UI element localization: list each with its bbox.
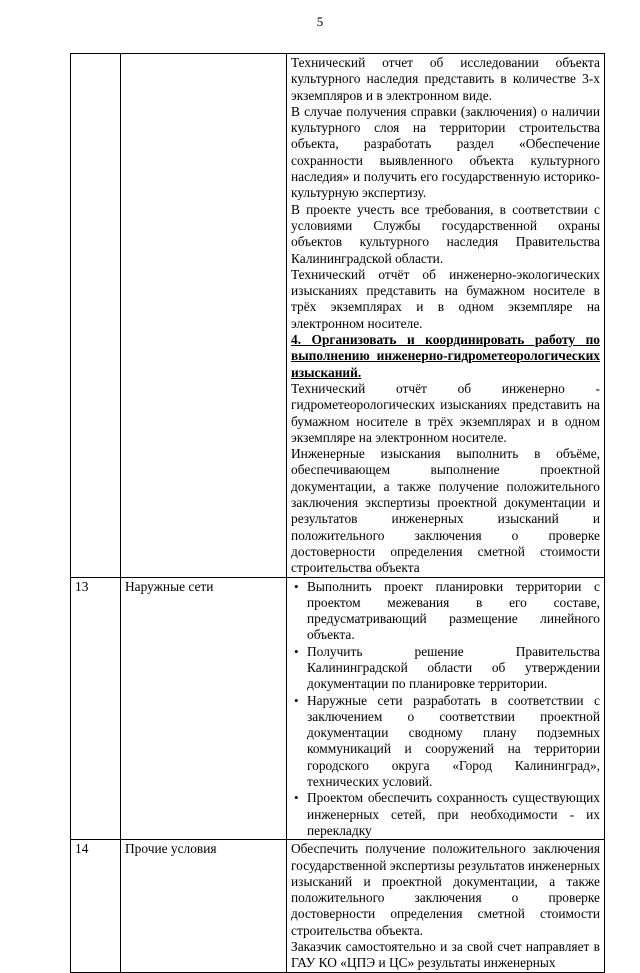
list-item bbox=[294, 643, 600, 693]
paragraph: В проекте учесть все требования, в соответствии с условиями Службы государственной охраны объектов культурного наследия Правительства Калининградской области. bbox=[291, 201, 600, 266]
table-row bbox=[71, 577, 605, 840]
row-content bbox=[287, 840, 605, 972]
bullet-icon: • bbox=[294, 643, 299, 659]
bullet-list bbox=[291, 579, 600, 840]
paragraph: Инженерные изыскания выполнить в объёме, обеспечивающем выполнение проектной документации, а также получение положительного заключения экспертизы проектной документации и результатов инженерных изысканий и положительного заключения о проверке достоверности определения сметной стоимости строительства объекта bbox=[291, 446, 600, 576]
paragraph: Заказчик самостоятельно и за свой счет направляет в ГАУ КО «ЦПЭ и ЦС» результаты инженерных bbox=[291, 939, 600, 971]
table-row bbox=[71, 840, 605, 972]
row-content bbox=[287, 54, 605, 578]
bullet-icon: • bbox=[294, 578, 299, 594]
list-item-text: Получить решение Правительства Калининградской области об утверждении документации по планировке территории. bbox=[307, 643, 600, 692]
row-title: Прочие условия bbox=[121, 840, 287, 972]
paragraph: Технический отчет об исследовании объекта культурного наследия представить в количестве 3-х экземпляров и в электронном виде. bbox=[291, 55, 600, 103]
table-row bbox=[71, 54, 605, 578]
row-number bbox=[71, 54, 121, 578]
requirements-table bbox=[70, 53, 605, 973]
row-number: 14 bbox=[71, 840, 121, 972]
list-item bbox=[294, 692, 600, 791]
paragraph: В случае получения справки (заключения) о наличии культурного слоя на территории строительства объекта, разработать раздел «Обеспечение сохранности выявленного объекта культурного наследия» и получить его государственную историко-культурную экспертизу. bbox=[291, 103, 600, 201]
row-number: 13 bbox=[71, 577, 121, 840]
section-heading: 4. Организовать и координировать работу по выполнению инженерно-гидрометеорологических изысканий. bbox=[291, 332, 600, 380]
paragraph: Обеспечить получение положительного заключения государственной экспертизы результатов инженерных изысканий и проектной документации, а также положительного заключения о проверке достоверности определения сметной стоимости строительства объекта. bbox=[291, 841, 600, 938]
row-content bbox=[287, 577, 605, 840]
bullet-icon: • bbox=[294, 790, 299, 806]
list-item bbox=[294, 790, 600, 839]
paragraph: Технический отчёт об инженерно - гидрометеорологических изысканиях представить на бумажном носителе в трёх экземплярах и в одном экземпляре на электронном носителе. bbox=[291, 380, 600, 445]
row-title bbox=[121, 54, 287, 578]
list-item-text: Проектом обеспечить сохранность существующих инженерных сетей, при необходимости - их перекладку bbox=[307, 790, 600, 838]
list-item-text: Наружные сети разработать в соответствии с заключением о соответствии проектной документации сводному плану подземных коммуникаций и сооружений на территории городского округа «Город Калининград», технических условий. bbox=[307, 692, 600, 790]
paragraph: Технический отчёт об инженерно-экологических изысканиях представить на бумажном носителе в трёх экземплярах и в одном экземпляре на электронном носителе. bbox=[291, 266, 600, 331]
list-item-text: Выполнить проект планировки территории с проектом межевания в его составе, предусматривающий размещение линейного объекта. bbox=[307, 578, 600, 643]
bullet-icon: • bbox=[294, 692, 299, 708]
page-number: 5 bbox=[316, 14, 324, 29]
row-title: Наружные сети bbox=[121, 577, 287, 840]
list-item bbox=[294, 578, 600, 644]
